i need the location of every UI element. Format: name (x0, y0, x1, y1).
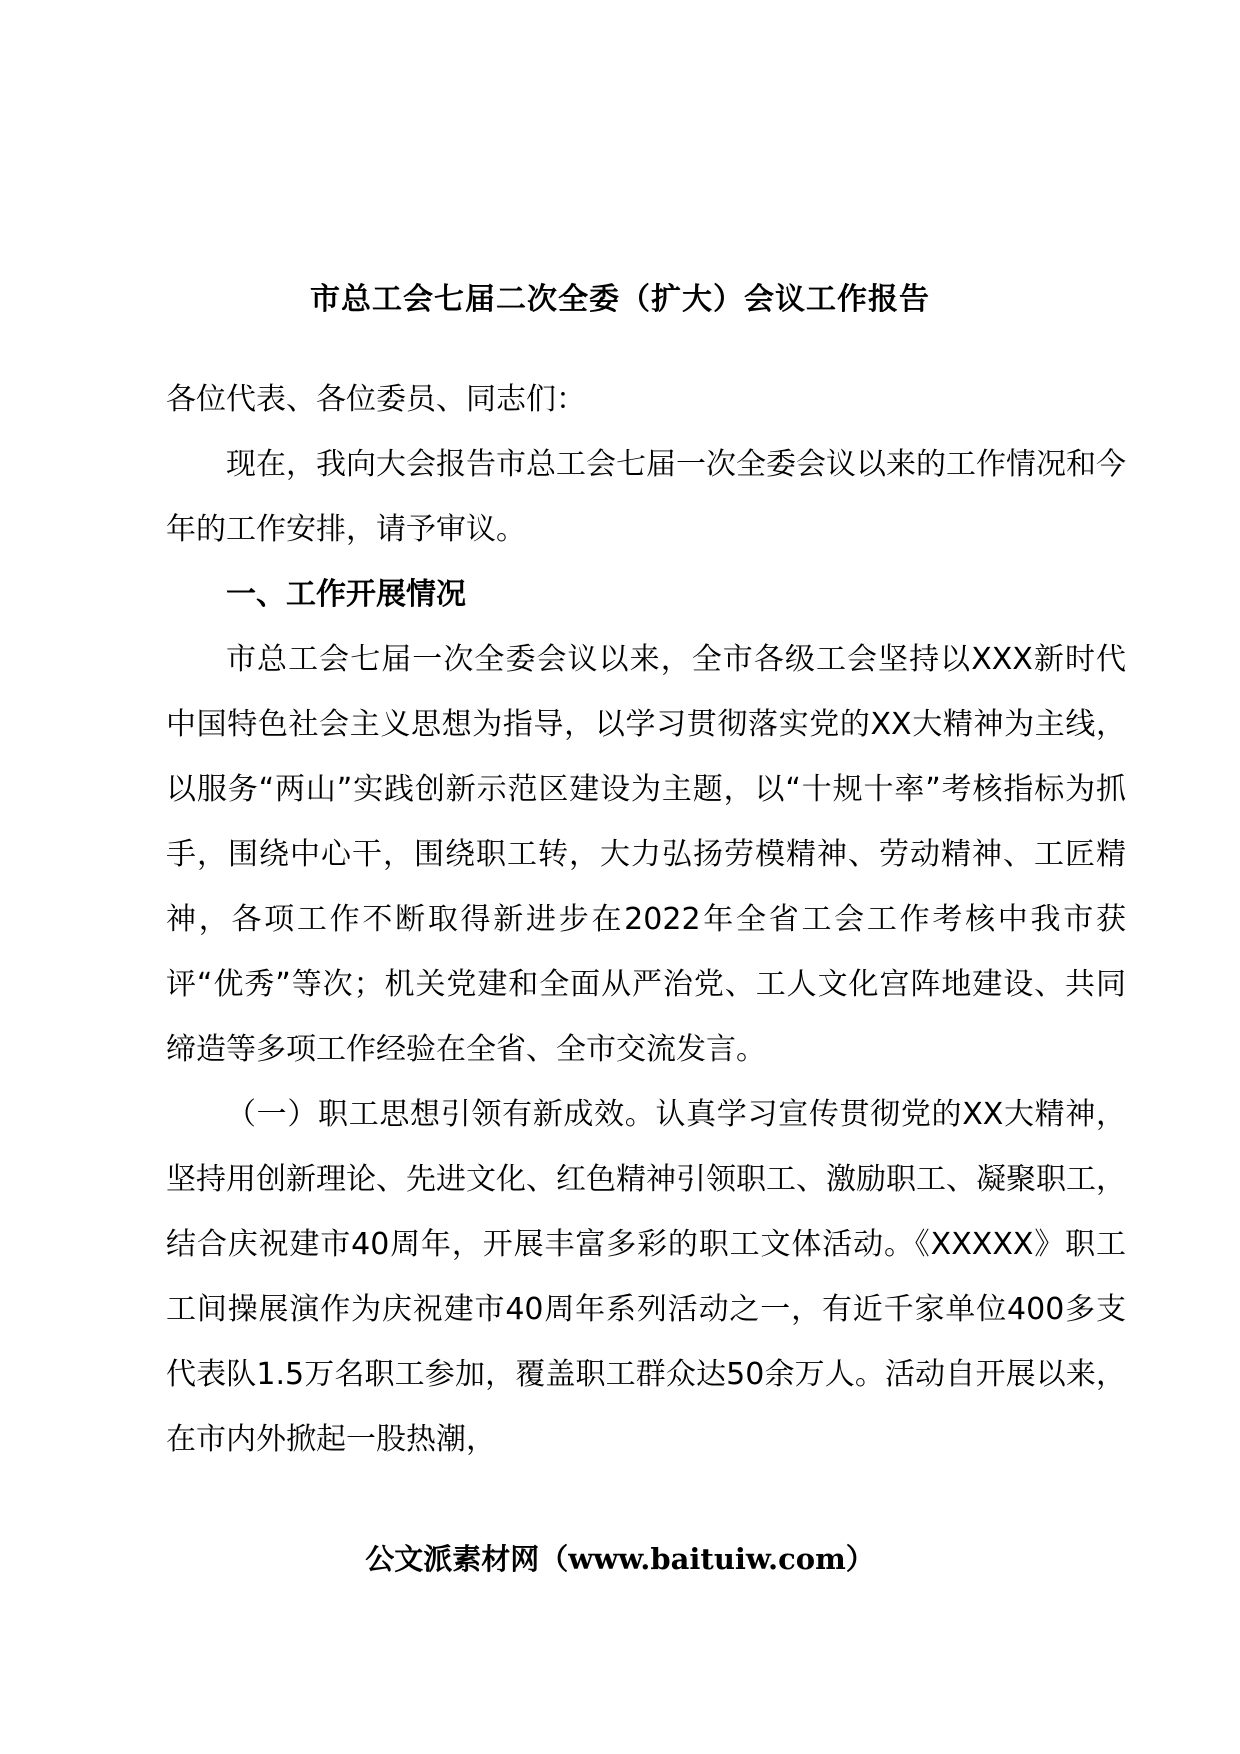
item-one-paragraph: （一）职工思想引领有新成效。认真学习宣传贯彻党的XX大精神，坚持用创新理论、先进文化、红色精神引领职工、激励职工、凝聚职工，结合庆祝建市40周年，开展丰富多彩的职工文体活动。《XXXXX》职工工间操展演作为庆祝建市40周年系列活动之一，有近千家单位400多支代表队1.5万名职工参加，覆盖职工群众达50余万人。活动自开展以来，在市内外掀起一股热潮， (166, 1097, 1126, 1457)
footer-site-name: 公文派素材网 (365, 1542, 540, 1576)
document-body (166, 367, 1126, 1472)
document-title: 市总工会七届二次全委（扩大）会议工作报告 (310, 282, 930, 317)
summary-paragraph: 市总工会七届一次全委会议以来，全市各级工会坚持以XXX新时代中国特色社会主义思想为指导，以学习贯彻落实党的XX大精神为主线，以服务“两山”实践创新示范区建设为主题，以“十规十率”考核指标为抓手，围绕中心干，围绕职工转，大力弘扬劳模精神、劳动精神、工匠精神，各项工作不断取得新进步在2022年全省工会工作考核中我市获评“优秀”等次；机关党建和全面从严治党、工人文化宫阵地建设、共同缔造等多项工作经验在全省、全市交流发言。 (166, 642, 1126, 1067)
salutation: 各位代表、各位委员、同志们： (166, 382, 586, 417)
footer-site-url: （www.baituiw.com） (539, 1542, 875, 1576)
footer-watermark (0, 1535, 1240, 1583)
intro-paragraph: 现在，我向大会报告市总工会七届一次全委会议以来的工作情况和今年的工作安排，请予审议。 (166, 447, 1126, 547)
section-heading: 一、工作开展情况 (226, 577, 466, 612)
